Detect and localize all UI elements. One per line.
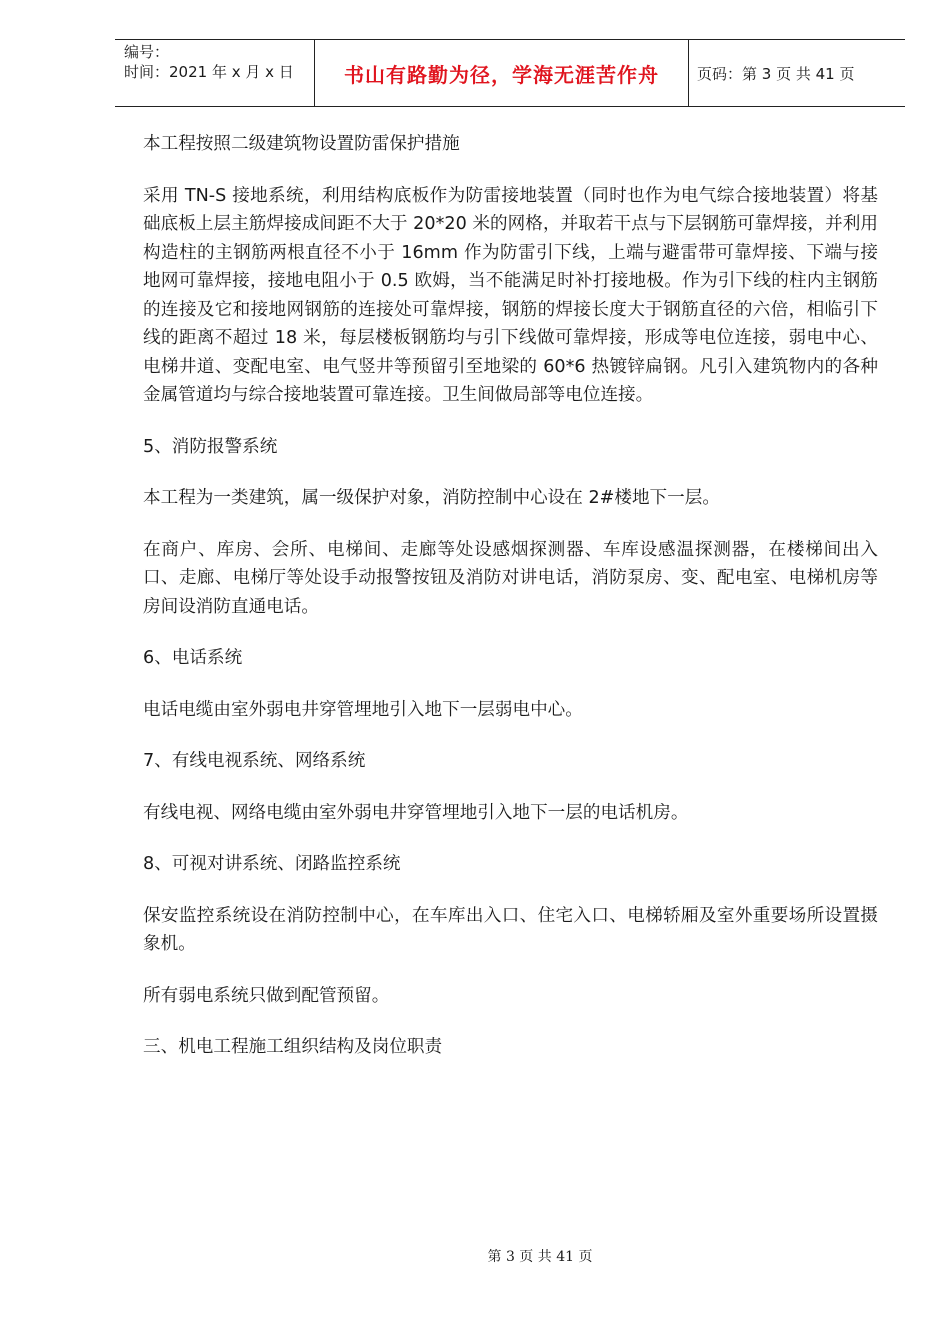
page-header [115,39,905,107]
paragraph: 保安监控系统设在消防控制中心，在车库出入口、住宅入口、电梯轿厢及室外重要场所设置摄象机。 [143,905,878,954]
paragraph: 采用 TN-S 接地系统，利用结构底板作为防雷接地装置（同时也作为电气综合接地装置）将基础底板上层主筋焊接成间距不大于 20*20 米的网格，并取若干点与下层钢筋可靠焊接，并利用构造柱的主钢筋两根直径不小于 16mm 作为防雷引下线，上端与避雷带可靠焊接、下端与接地网可靠焊接，接地电阻小于 0.5 欧姆，当不能满足时补打接地极。作为引下线的柱内主钢筋的连接及它和接地网钢筋的连接处可靠焊接，钢筋的焊接长度大于钢筋直径的六倍，相临引下线的距离不超过 18 米，每层楼板钢筋均与引下线做可靠焊接，形成等电位连接，弱电中心、电梯井道、变配电室、电气竖井等预留引至地梁的 60*6 热镀锌扁钢。凡引入建筑物内的各种金属管道均与综合接地装置可靠连接。卫生间做局部等电位连接。 [143,185,878,405]
paragraph: 电话电缆由室外弱电井穿管埋地引入地下一层弱电中心。 [143,699,583,720]
header-motto: 书山有路勤为径，学海无涯苦作舟 [315,40,689,106]
document-body [143,130,878,1085]
section-heading: 三、机电工程施工组织结构及岗位职责 [143,1037,443,1057]
header-page-info: 页码：第 3 页 共 41 页 [697,64,855,83]
page-footer: 第 3 页 共 41 页 [487,1249,593,1265]
section-heading: 8、可视对讲系统、闭路监控系统 [143,854,401,874]
paragraph: 有线电视、网络电缆由室外弱电井穿管埋地引入地下一层的电话机房。 [143,802,689,823]
header-meta [115,40,315,106]
section-heading: 6、电话系统 [143,648,243,668]
paragraph: 本工程为一类建筑，属一级保护对象，消防控制中心设在 2#楼地下一层。 [143,488,720,508]
document-date: 时间：2021 年 x 月 x 日 [124,63,294,81]
paragraph: 所有弱电系统只做到配管预留。 [143,985,390,1006]
paragraph: 本工程按照二级建筑物设置防雷保护措施 [143,134,460,154]
section-heading: 5、消防报警系统 [143,436,278,457]
paragraph: 在商户、库房、会所、电梯间、走廊等处设感烟探测器、车库设感温探测器，在楼梯间出入口、走廊、电梯厅等处设手动报警按钮及消防对讲电话，消防泵房、变、配电室、电梯机房等房间设消防直通电话。 [143,539,878,617]
section-heading: 7、有线电视系统、网络系统 [143,751,366,771]
document-number-label: 编号： [124,43,170,61]
